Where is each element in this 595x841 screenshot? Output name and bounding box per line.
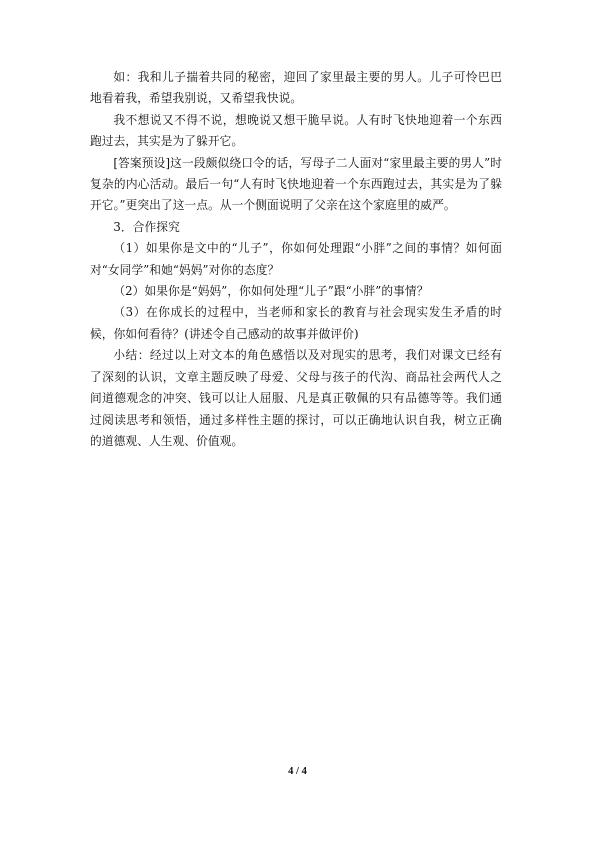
paragraph-quote: 我不想说又不得不说，想晚说又想干脆早说。人有时飞快地迎着一个东西跑过去，其实是为了躲开它。 (90, 112, 502, 149)
page-number: 4 / 4 (288, 766, 307, 777)
question-2: （2）如果你是“妈妈”，你如何处理“儿子”跟“小胖”的事情？ (113, 284, 429, 299)
paragraph-answer-preset: [答案预设]这一段颇似绕口令的话，写母子二人面对“家里最主要的男人”时复杂的内心活动。最后一句“人有时飞快地迎着一个东西跑过去，其实是为了躲开它。”更突出了这一点。从一个侧面说明了父亲在这个家庭里的威严。 (90, 155, 502, 213)
paragraph-example: 如：我和儿子揣着共同的秘密，迎回了家里最主要的男人。儿子可怜巴巴地看着我，希望我别说，又希望我快说。 (90, 70, 502, 106)
document-body (90, 67, 502, 452)
question-1: （1）如果你是文中的“儿子”，你如何处理跟“小胖”之间的事情？如何面对“女同学”和她“妈妈”对你的态度？ (90, 241, 502, 277)
paragraph-summary: 小结：经过以上对文本的角色感悟以及对现实的思考，我们对课文已经有了深刻的认识，文章主题反映了母爱、父母与孩子的代沟、商品社会两代人之间道德观念的冲突、钱可以让人屈服、凡是真正敬佩的只有品德等等。我们通过阅读思考和领悟，通过多样性主题的探讨，可以正确地认识自我，树立正确的道德观、人生观、价值观。 (90, 348, 502, 448)
section-heading-cooperative-inquiry: 3．合作探究 (113, 219, 180, 234)
question-3: （3）在你成长的过程中，当老师和家长的教育与社会现实发生矛盾的时候，你如何看待？(讲述令自己感动的故事并做评价) (90, 305, 502, 341)
